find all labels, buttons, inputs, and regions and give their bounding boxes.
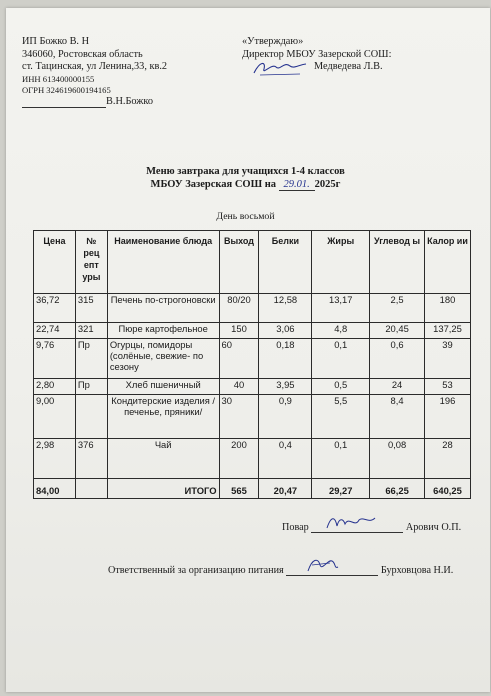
cook-name: Арович О.П. [405,522,462,533]
cell-price: 22,74 [34,323,76,339]
cell-kcal: 39 [425,339,471,379]
menu-date: 29.01. [279,179,315,191]
col-header-fat: Жиры [312,231,370,294]
supplier-address: ст. Тацинская, ул Ленина,33, кв.2 [22,61,168,72]
cell-kcal: 137,25 [425,323,471,339]
cell-dish: Хлеб пшеничный [107,379,219,395]
table-row [34,395,471,439]
school-name: МБОУ Зазерская СОШ на [150,179,277,190]
cell-fat: 13,17 [312,294,370,323]
cell-kcal: 180 [425,294,471,323]
approval-label: «Утверждаю» [242,36,304,47]
cell-kcal: 196 [425,395,471,439]
day-label: День восьмой [216,211,275,222]
total-protein: 20,47 [259,479,312,499]
cell-protein: 0,4 [259,439,312,479]
director-position: Директор МБОУ Зазерской СОШ: [242,48,392,60]
col-header-protein: Белки [259,231,312,294]
cell-output: 60 [219,339,259,379]
cell-recipe [75,395,107,439]
supplier-ogrn: ОГРН 324619600194165 [22,84,111,95]
cell-recipe: 321 [75,323,107,339]
responsible-signature-line [286,563,378,576]
supplier-name: ИП Божко В. Н [22,36,90,47]
supplier-signature-row [22,96,167,109]
total-carbs: 66,25 [370,479,425,499]
cell-protein: 12,58 [259,294,312,323]
table-row [34,323,471,339]
col-header-carbs: Углевод ы [370,231,425,294]
cell-dish: Кондитерские изделия /печенье, пряники/ [107,395,219,439]
cell-fat: 4,8 [312,323,370,339]
menu-year: 2025г [314,179,341,190]
col-header-dish: Наименование блюда [107,231,219,294]
total-row [34,479,471,499]
cell-kcal: 28 [425,439,471,479]
responsible-signature-row [108,563,453,576]
total-output: 565 [219,479,259,499]
cell-kcal: 53 [425,379,471,395]
cell-carbs: 24 [370,379,425,395]
signature-line [22,98,106,108]
cook-signature-icon [325,514,377,532]
responsible-label: Ответственный за организацию питания [108,565,284,576]
cell-price: 2,98 [34,439,76,479]
table-row [34,439,471,479]
total-empty-cell [75,479,107,499]
cell-output: 80/20 [219,294,259,323]
supplier-inn: ИНН 613400000155 [22,73,95,84]
col-header-recipe: № рец епт уры [75,231,107,294]
cell-recipe: 315 [75,294,107,323]
supplier-block [22,36,167,108]
responsible-name: Бурховцова Н.И. [380,565,454,576]
cook-label: Повар [282,522,309,533]
responsible-signature-icon [304,555,340,575]
cell-output: 200 [219,439,259,479]
cell-carbs: 2,5 [370,294,425,323]
cell-output: 150 [219,323,259,339]
cell-dish: Печень по-строгоновски [107,294,219,323]
cook-signature-row [282,520,461,533]
director-name: Медведева Л.В. [314,61,383,72]
cell-fat: 0,1 [312,439,370,479]
cell-protein: 3,95 [259,379,312,395]
col-header-output: Выход [219,231,259,294]
total-fat: 29,27 [312,479,370,499]
total-kcal: 640,25 [425,479,471,499]
cell-output: 40 [219,379,259,395]
col-header-price: Цена [34,231,76,294]
supplier-postal: 346060, Ростовская область [22,48,143,60]
cell-price: 36,72 [34,294,76,323]
table-header-row [34,231,471,294]
cell-output: 30 [219,395,259,439]
cell-recipe: 376 [75,439,107,479]
cell-recipe: Пр [75,379,107,395]
cell-price: 9,76 [34,339,76,379]
cell-protein: 0,9 [259,395,312,439]
cell-price: 9,00 [34,395,76,439]
table-row [34,379,471,395]
supplier-signer: В.Н.Божко [106,95,153,107]
cell-price: 2,80 [34,379,76,395]
cook-signature-line [311,520,403,533]
cell-carbs: 0,08 [370,439,425,479]
cell-fat: 5,5 [312,395,370,439]
cell-carbs: 20,45 [370,323,425,339]
director-signature-icon [250,57,310,79]
menu-table [33,230,471,499]
cell-carbs: 8,4 [370,395,425,439]
cell-carbs: 0,6 [370,339,425,379]
cell-protein: 3,06 [259,323,312,339]
cell-fat: 0,1 [312,339,370,379]
cell-dish: Пюре картофельное [107,323,219,339]
table-row [34,339,471,379]
cell-recipe: Пр [75,339,107,379]
cell-dish: Огурцы, помидоры (солёные, свежие- по сезону [107,339,219,379]
table-row [34,294,471,323]
total-price: 84,00 [34,479,76,499]
cell-fat: 0,5 [312,379,370,395]
menu-subtitle [0,179,491,191]
menu-title: Меню завтрака для учащихся 1-4 классов [146,166,345,177]
cell-protein: 0,18 [259,339,312,379]
col-header-kcal: Калор ии [425,231,471,294]
total-label: ИТОГО [107,479,219,499]
cell-dish: Чай [107,439,219,479]
